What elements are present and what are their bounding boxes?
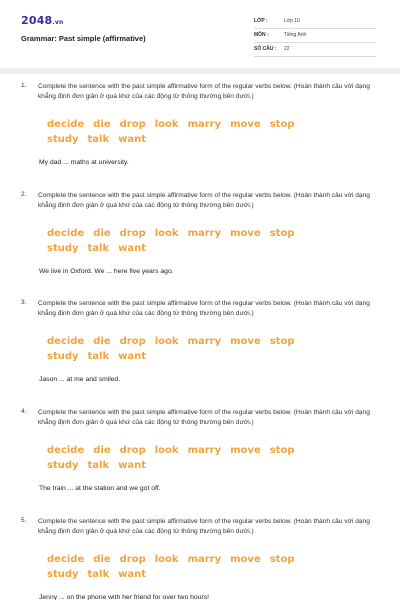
word-item: die <box>93 228 111 239</box>
meta-subject-label: MÔN : <box>254 32 269 38</box>
word-item: move <box>230 445 261 456</box>
word-item: want <box>118 460 147 471</box>
word-item: stop <box>269 228 295 239</box>
word-item: decide <box>47 554 85 565</box>
word-item: look <box>154 445 179 456</box>
word-bank-line <box>47 458 307 473</box>
word-bank-line <box>47 117 307 132</box>
word-bank-line <box>47 552 307 567</box>
word-item: decide <box>47 336 85 347</box>
question-instruction: Complete the sentence with the past simple affirmative form of the regular verbs below. (Hoàn thành câu với dạng khẳng định đơn giản ở quá khứ của các động từ thông thường bên dưới.) <box>38 300 370 317</box>
word-item: move <box>230 119 261 130</box>
word-bank-line <box>47 567 307 582</box>
word-bank-line <box>47 443 307 458</box>
word-item: marry <box>187 228 222 239</box>
word-item: die <box>93 336 111 347</box>
word-item: study <box>47 460 79 471</box>
word-bank-line <box>47 132 307 147</box>
word-item: talk <box>87 460 110 471</box>
word-item: move <box>230 228 261 239</box>
word-item: want <box>118 569 147 580</box>
question-sentence: Jason ... at me and smiled. <box>39 376 121 383</box>
word-bank-line <box>47 226 307 241</box>
word-item: talk <box>87 569 110 580</box>
word-bank <box>47 117 307 147</box>
page-title: Grammar: Past simple (affirmative) <box>21 34 146 43</box>
word-bank <box>47 226 307 256</box>
word-item: marry <box>187 336 222 347</box>
question-instruction: Complete the sentence with the past simple affirmative form of the regular verbs below. (Hoàn thành câu với dạng khẳng định đơn giản ở quá khứ của các động từ thông thường bên dưới.) <box>38 518 370 535</box>
word-bank-line <box>47 334 307 349</box>
word-item: stop <box>269 119 295 130</box>
word-item: talk <box>87 351 110 362</box>
site-logo[interactable] <box>21 14 63 27</box>
word-bank-line <box>47 349 307 364</box>
meta-subject-row <box>254 28 376 43</box>
question-number: 5. <box>21 517 27 524</box>
word-item: look <box>154 228 179 239</box>
question-instruction: Complete the sentence with the past simple affirmative form of the regular verbs below. (Hoàn thành câu với dạng khẳng định đơn giản ở quá khứ của các động từ thông thường bên dưới.) <box>38 83 370 100</box>
meta-count-label: SỐ CÂU : <box>254 46 277 52</box>
word-item: decide <box>47 119 85 130</box>
word-item: drop <box>119 336 146 347</box>
question-sentence: Jenny ... on the phone with her friend for over two hours! <box>39 594 210 600</box>
page-header <box>0 0 400 68</box>
meta-class-row <box>254 14 376 29</box>
word-item: decide <box>47 445 85 456</box>
word-item: die <box>93 554 111 565</box>
header-divider <box>0 68 400 74</box>
question-sentence: We live in Oxford. We ... here five years ago. <box>39 268 174 275</box>
question-sentence: The train ... at the station and we got off. <box>39 485 161 492</box>
word-item: marry <box>187 445 222 456</box>
meta-count-row <box>254 42 376 57</box>
word-item: look <box>154 554 179 565</box>
word-item: die <box>93 445 111 456</box>
word-bank <box>47 552 307 582</box>
meta-class-label: LỚP : <box>254 18 268 24</box>
word-item: want <box>118 134 147 145</box>
word-item: drop <box>119 228 146 239</box>
word-item: study <box>47 351 79 362</box>
word-item: stop <box>269 554 295 565</box>
question-sentence: My dad ... maths at university. <box>39 159 129 166</box>
word-item: move <box>230 336 261 347</box>
word-item: marry <box>187 119 222 130</box>
word-item: decide <box>47 228 85 239</box>
logo-tld: .vn <box>52 19 64 26</box>
meta-count-value: 22 <box>284 46 290 52</box>
word-item: stop <box>269 336 295 347</box>
word-bank <box>47 334 307 364</box>
question-number: 2. <box>21 191 27 198</box>
question-number: 4. <box>21 408 27 415</box>
word-item: study <box>47 134 79 145</box>
question-instruction: Complete the sentence with the past simple affirmative form of the regular verbs below. (Hoàn thành câu với dạng khẳng định đơn giản ở quá khứ của các động từ thông thường bên dưới.) <box>38 192 370 209</box>
word-bank-line <box>47 241 307 256</box>
word-item: marry <box>187 554 222 565</box>
word-item: study <box>47 243 79 254</box>
logo-main: 2048 <box>21 14 53 27</box>
word-item: talk <box>87 134 110 145</box>
meta-subject-value: Tiếng Anh <box>284 32 307 38</box>
meta-class-value: Lớp 10 <box>284 18 300 24</box>
word-item: study <box>47 569 79 580</box>
word-item: look <box>154 119 179 130</box>
word-item: drop <box>119 445 146 456</box>
word-item: stop <box>269 445 295 456</box>
word-item: die <box>93 119 111 130</box>
word-item: drop <box>119 119 146 130</box>
word-item: want <box>118 351 147 362</box>
word-item: talk <box>87 243 110 254</box>
question-instruction: Complete the sentence with the past simple affirmative form of the regular verbs below. (Hoàn thành câu với dạng khẳng định đơn giản ở quá khứ của các động từ thông thường bên dưới.) <box>38 409 370 426</box>
word-item: look <box>154 336 179 347</box>
word-bank <box>47 443 307 473</box>
word-item: move <box>230 554 261 565</box>
word-item: want <box>118 243 147 254</box>
word-item: drop <box>119 554 146 565</box>
question-number: 1. <box>21 82 27 89</box>
question-number: 3. <box>21 299 27 306</box>
